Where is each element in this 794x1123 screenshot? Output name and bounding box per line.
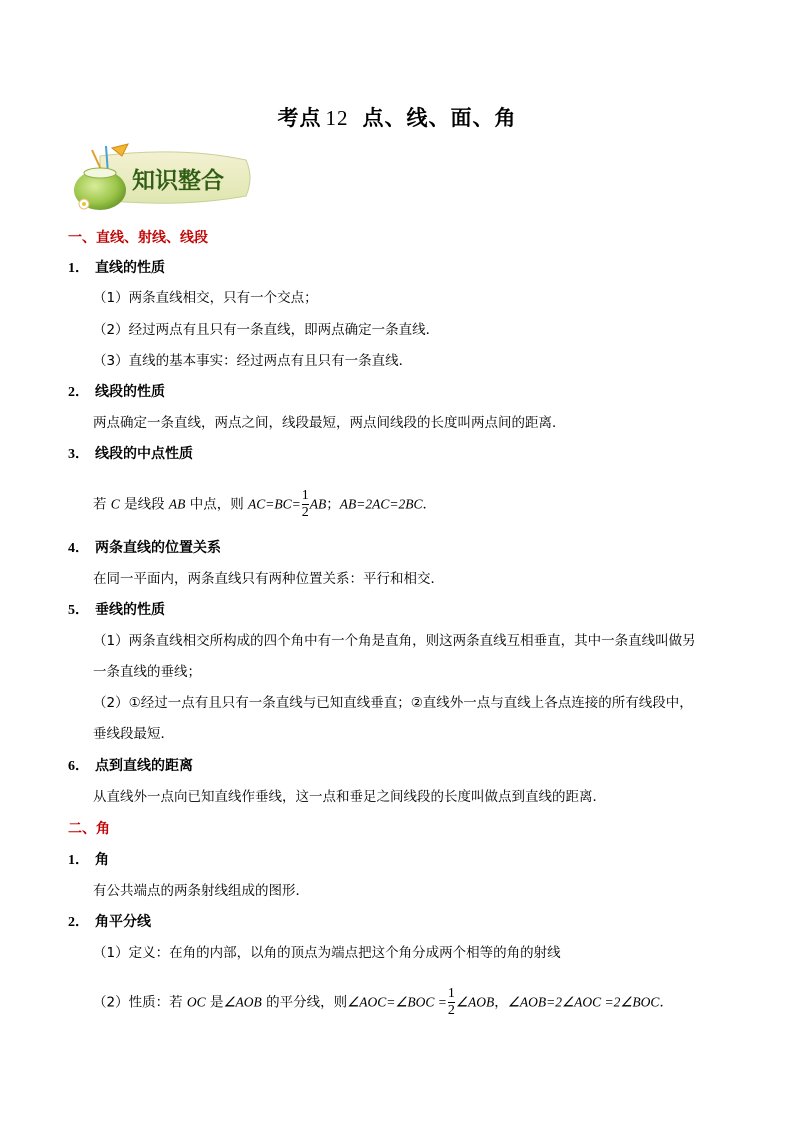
s1-item6-line1: 从直线外一点向已知直线作垂线，这一点和垂足之间线段的长度叫做点到直线的距离． <box>93 789 606 805</box>
s1-item4-heading: 4． 两条直线的位置关系 <box>68 540 221 556</box>
s1-item5-line2: 一条直线的垂线； <box>93 664 201 680</box>
s2-item1-heading: 1． 角 <box>68 852 109 868</box>
s2-item2-heading: 2． 角平分线 <box>68 914 151 930</box>
s1-item1-line1: （1）两条直线相交，只有一个交点； <box>93 290 318 306</box>
section2-heading: 二、角 <box>68 821 110 837</box>
s1-item3-heading: 3． 线段的中点性质 <box>68 446 193 462</box>
badge-label: 知识整合 <box>132 168 224 194</box>
midpoint-formula: 若 C 是线段 AB 中点，则 AC=BC= $\frac{1}{2}$ AB；AB=2AC=2BC． <box>93 488 436 520</box>
fraction-half: $\frac{1}{2}$ <box>447 986 455 1018</box>
s1-item1-line2: （2）经过两点有且只有一条直线，即两点确定一条直线． <box>93 322 440 338</box>
s1-item1-line3: （3）直线的基本事实：经过两点有且只有一条直线． <box>93 353 413 369</box>
section1-heading: 一、直线、射线、线段 <box>68 230 208 246</box>
s1-item4-line1: 在同一平面内，两条直线只有两种位置关系：平行和相交． <box>93 571 444 587</box>
title-topic: 点、线、面、角 <box>362 106 517 130</box>
s1-item5-heading: 5． 垂线的性质 <box>68 602 165 618</box>
s1-item6-heading: 6． 点到直线的距离 <box>68 758 193 774</box>
page-title <box>0 102 794 132</box>
s1-item2-line1: 两点确定一条直线，两点之间，线段最短，两点间线段的长度叫两点间的距离． <box>93 415 566 431</box>
s2-item2-line1: （1）定义：在角的内部，以角的顶点为端点把这个角分成两个相等的角的射线 <box>93 945 561 961</box>
s1-item5-line1: （1）两条直线相交所构成的四个角中有一个角是直角，则这两条直线互相垂直，其中一条直线叫做另 <box>93 633 696 649</box>
s1-item2-heading: 2． 线段的性质 <box>68 384 165 400</box>
s1-item5-line4: 垂线段最短． <box>93 726 174 742</box>
s1-item5-line3: （2）①经过一点有且只有一条直线与已知直线垂直；②直线外一点与直线上各点连接的所有线段中， <box>93 695 693 711</box>
bisector-formula: （2）性质：若 OC 是∠AOB 的平分线，则∠AOC=∠BOC = $\frac{1}{2}$ ∠AOB，∠AOB=2∠AOC =2∠BOC． <box>93 986 673 1018</box>
s1-item1-heading: 1． 直线的性质 <box>68 260 165 276</box>
title-prefix: 考点 <box>277 106 322 130</box>
title-number: 12 <box>325 106 349 130</box>
s2-item1-line1: 有公共端点的两条射线组成的图形． <box>93 883 309 899</box>
fraction-half: $\frac{1}{2}$ <box>301 488 309 520</box>
knowledge-badge <box>70 142 254 214</box>
